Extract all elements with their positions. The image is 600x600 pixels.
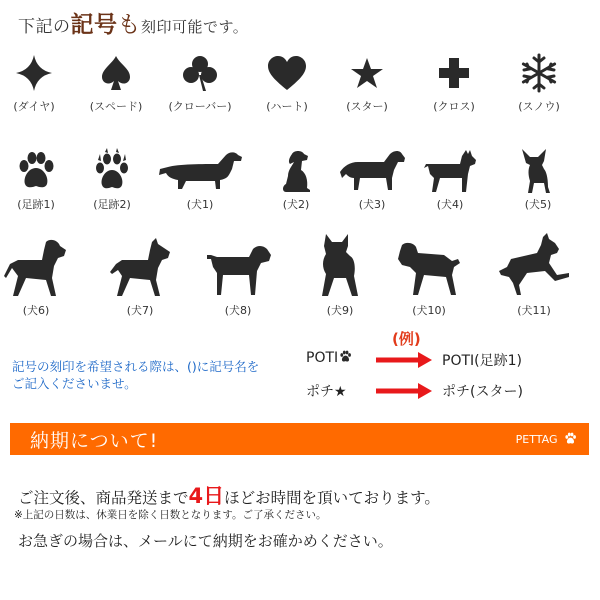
snowflake-icon bbox=[519, 53, 559, 93]
star-icon bbox=[350, 56, 384, 90]
dog5-icon bbox=[516, 147, 560, 195]
symbol-label: (スノウ) bbox=[518, 100, 560, 113]
symbol-paw1 bbox=[0, 148, 78, 212]
heart-icon bbox=[266, 54, 308, 92]
symbol-label: (犬3) bbox=[358, 198, 386, 211]
delivery-time-text bbox=[18, 480, 440, 510]
example-input-1 bbox=[306, 350, 352, 366]
symbol-dog8 bbox=[196, 238, 280, 318]
title-suffix: 刻印可能です。 bbox=[141, 18, 249, 36]
title-highlight-particle: も bbox=[117, 12, 141, 38]
paw1-icon bbox=[16, 150, 56, 192]
symbol-label: (犬11) bbox=[517, 304, 551, 317]
symbol-diamond bbox=[0, 50, 76, 114]
symbol-label: (スペード) bbox=[89, 100, 143, 113]
symbol-label: (犬9) bbox=[326, 304, 354, 317]
delivery-text-pre: ご注文後、商品発送まで bbox=[18, 489, 189, 507]
symbol-label: (犬4) bbox=[436, 198, 464, 211]
page-title bbox=[18, 6, 248, 39]
paw-icon bbox=[339, 350, 352, 363]
note-line: 記号の刻印を希望される際は、()に記号名を bbox=[12, 359, 260, 374]
example-input-text: POTI bbox=[306, 350, 339, 366]
example-input-2: ポチ★ bbox=[306, 384, 347, 400]
dog2-icon bbox=[274, 148, 318, 194]
symbol-snowflake bbox=[497, 50, 581, 114]
delivery-text-post: ほどお時間を頂いております。 bbox=[224, 489, 440, 507]
symbol-label: (足跡1) bbox=[17, 198, 55, 211]
spade-icon bbox=[98, 53, 134, 93]
dog8-icon bbox=[205, 241, 271, 297]
banner-title: 納期について! bbox=[30, 430, 159, 452]
symbol-dog1 bbox=[150, 148, 250, 212]
symbol-spade bbox=[74, 50, 158, 114]
symbol-label: (犬5) bbox=[524, 198, 552, 211]
example-title: (例) bbox=[392, 330, 421, 348]
symbol-clover bbox=[158, 50, 242, 114]
example-output-1: POTI(足跡1) bbox=[442, 353, 522, 369]
paw2-icon bbox=[92, 148, 132, 194]
title-prefix: 下記の bbox=[18, 17, 71, 37]
symbol-label: (クロス) bbox=[433, 100, 475, 113]
symbol-label: (犬1) bbox=[186, 198, 214, 211]
dog7-icon bbox=[108, 238, 172, 300]
cross-icon bbox=[437, 56, 471, 90]
delivery-urgent-text: お急ぎの場合は、メールにて納期をお確かめください。 bbox=[18, 532, 393, 550]
symbol-dog11 bbox=[484, 232, 584, 318]
symbol-dog7 bbox=[98, 238, 182, 318]
symbol-label: (クローバー) bbox=[168, 100, 232, 113]
arrow-right-icon bbox=[376, 383, 432, 399]
dog10-icon bbox=[396, 239, 462, 299]
dog3-icon bbox=[338, 148, 406, 194]
symbol-label: (犬6) bbox=[22, 304, 50, 317]
symbol-dog2 bbox=[254, 148, 338, 212]
dog9-icon bbox=[312, 232, 368, 300]
symbol-heart bbox=[245, 50, 329, 114]
symbol-dog4 bbox=[408, 148, 492, 212]
clover-icon bbox=[180, 53, 220, 93]
symbol-paw2 bbox=[70, 148, 154, 212]
symbol-label: (ダイヤ) bbox=[13, 100, 55, 113]
example-output-2: ポチ(スター) bbox=[442, 384, 523, 400]
symbol-dog9 bbox=[298, 232, 382, 318]
dog11-icon bbox=[497, 233, 571, 299]
engraving-note bbox=[12, 358, 259, 392]
symbol-label: (犬10) bbox=[412, 304, 446, 317]
symbol-label: (犬8) bbox=[224, 304, 252, 317]
symbol-dog10 bbox=[384, 238, 474, 318]
dog1-icon bbox=[156, 149, 244, 193]
paw-icon bbox=[564, 432, 577, 445]
symbol-dog5 bbox=[496, 148, 580, 212]
delivery-banner bbox=[10, 423, 589, 455]
arrow-right-icon bbox=[376, 352, 432, 368]
symbol-label: (ハート) bbox=[266, 100, 308, 113]
symbol-label: (犬7) bbox=[126, 304, 154, 317]
dog6-icon bbox=[4, 238, 68, 300]
symbol-dog3 bbox=[330, 148, 414, 212]
title-highlight: 記号 bbox=[70, 12, 118, 38]
symbol-label: (犬2) bbox=[282, 198, 310, 211]
delivery-days: 4日 bbox=[188, 484, 225, 508]
brand-name: PETTAG bbox=[515, 433, 558, 446]
symbol-label: (スター) bbox=[346, 100, 388, 113]
banner-brand bbox=[516, 432, 577, 446]
note-line: ご記入くださいませ。 bbox=[12, 376, 137, 391]
symbol-cross bbox=[412, 50, 496, 114]
dog4-icon bbox=[422, 148, 478, 194]
diamond-icon bbox=[14, 53, 54, 93]
delivery-footnote: ※上記の日数は、休業日を除く日数となります。ご了承ください。 bbox=[14, 509, 327, 521]
symbol-label: (足跡2) bbox=[93, 198, 131, 211]
symbol-dog6 bbox=[0, 238, 78, 318]
symbol-star bbox=[325, 50, 409, 114]
